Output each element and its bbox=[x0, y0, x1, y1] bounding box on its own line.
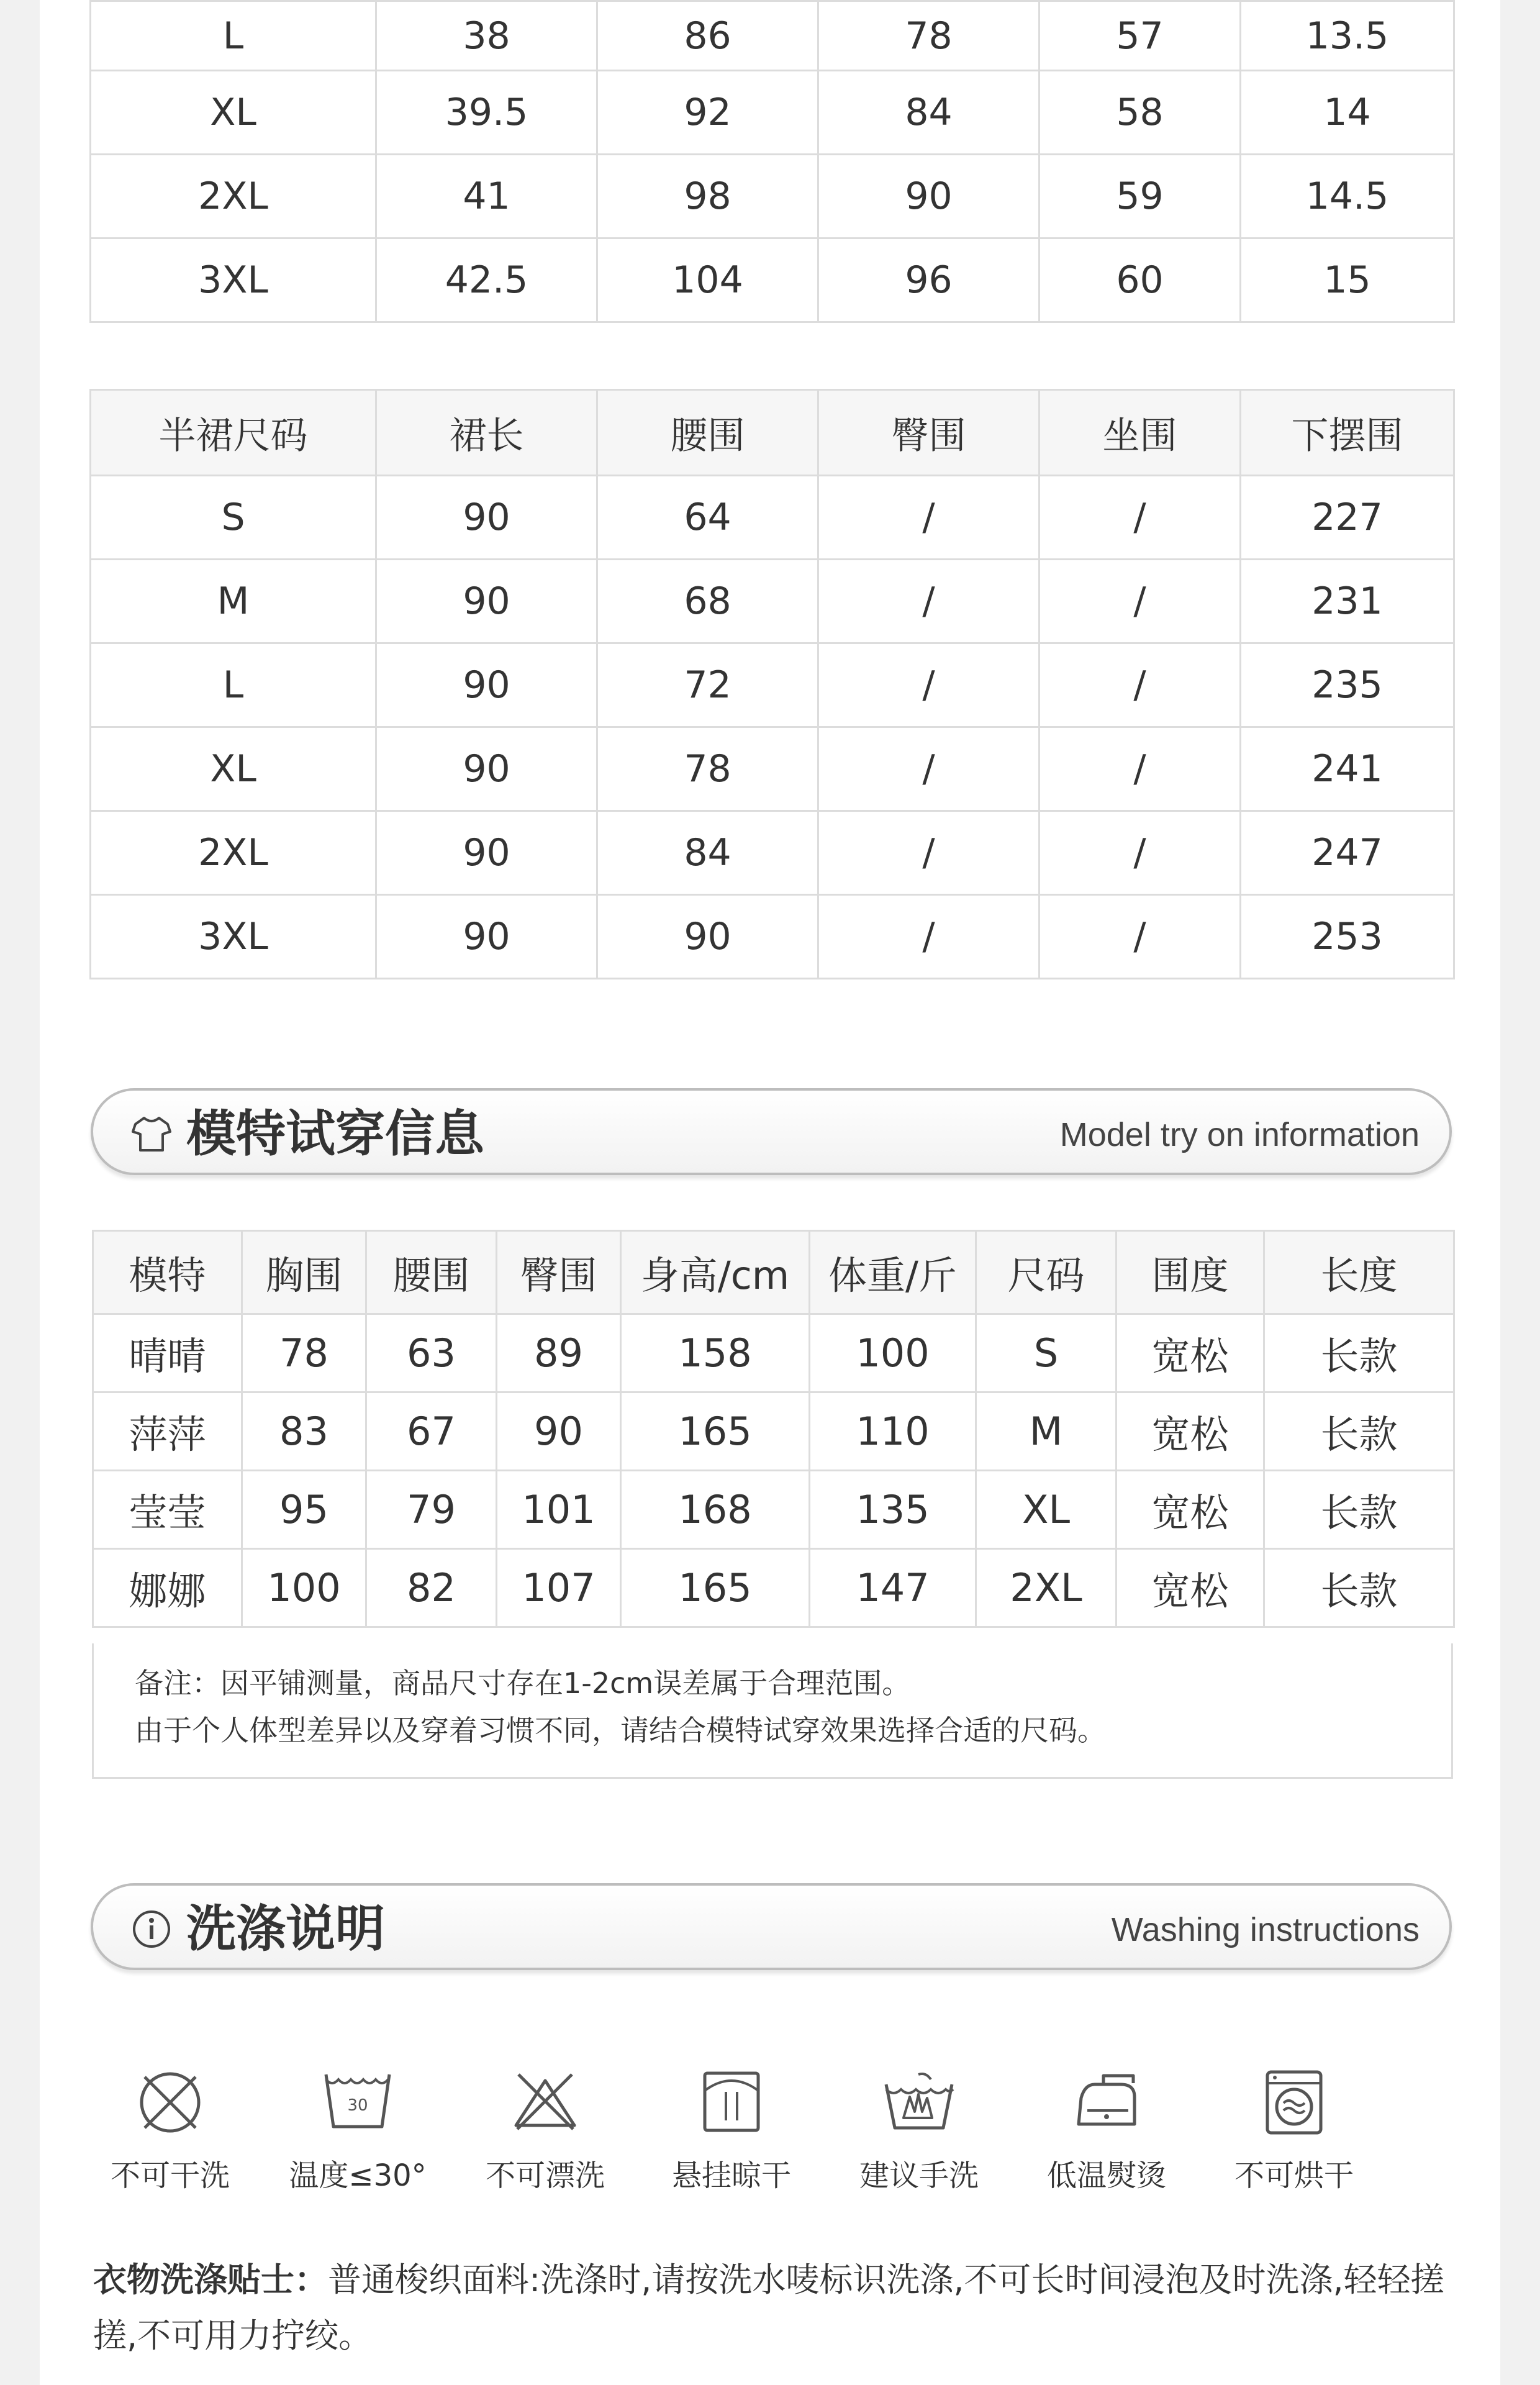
table-cell: 90 bbox=[597, 895, 818, 979]
table-cell: 78 bbox=[818, 1, 1040, 71]
table-cell: M bbox=[976, 1392, 1116, 1471]
wash-temp-badge: 30 bbox=[347, 2096, 368, 2115]
table-cell: 64 bbox=[597, 476, 818, 560]
table-cell: 宽松 bbox=[1116, 1392, 1264, 1471]
table-cell: 98 bbox=[597, 155, 818, 238]
wash-item bbox=[1213, 2062, 1375, 2194]
table-cell: 60 bbox=[1040, 238, 1241, 322]
table-cell: 晴晴 bbox=[93, 1314, 242, 1392]
wash-label: 不可干洗 bbox=[110, 2158, 230, 2193]
table-cell: 长款 bbox=[1264, 1471, 1454, 1549]
table-cell: 95 bbox=[242, 1471, 366, 1549]
table-row bbox=[91, 811, 1454, 895]
table-cell: 长款 bbox=[1264, 1314, 1454, 1392]
table-header-cell: 尺码 bbox=[976, 1231, 1116, 1314]
hand-wash-icon bbox=[879, 2062, 959, 2143]
table-cell: 135 bbox=[810, 1471, 976, 1549]
table-row bbox=[93, 1471, 1454, 1549]
table-cell: 84 bbox=[597, 811, 818, 895]
wash-section-header bbox=[91, 1883, 1452, 1970]
wash-label: 不可漂洗 bbox=[485, 2158, 605, 2193]
table-cell: L bbox=[91, 643, 376, 727]
wash-30-icon bbox=[317, 2062, 398, 2143]
table-cell: 86 bbox=[597, 1, 818, 71]
table-cell: 82 bbox=[366, 1549, 497, 1627]
table-cell: 14.5 bbox=[1241, 155, 1454, 238]
table-header-cell: 腰围 bbox=[597, 390, 818, 476]
table-cell: 39.5 bbox=[376, 71, 597, 155]
table-cell: 104 bbox=[597, 238, 818, 322]
model-try-on-table bbox=[92, 1230, 1455, 1628]
note-line: 备注：因平铺测量，商品尺寸存在1-2cm误差属于合理范围。 bbox=[135, 1666, 911, 1700]
table-cell: 15 bbox=[1241, 238, 1454, 322]
table-header-cell: 胸围 bbox=[242, 1231, 366, 1314]
table-cell: / bbox=[818, 476, 1040, 560]
table-cell: 2XL bbox=[976, 1549, 1116, 1627]
table-cell: 90 bbox=[818, 155, 1040, 238]
hang-dry-icon bbox=[691, 2062, 772, 2143]
table-cell: 长款 bbox=[1264, 1549, 1454, 1627]
low-iron-icon bbox=[1066, 2062, 1147, 2143]
table-cell: 68 bbox=[597, 560, 818, 643]
table-cell: 90 bbox=[376, 895, 597, 979]
table-cell: 萍萍 bbox=[93, 1392, 242, 1471]
table-cell: 莹莹 bbox=[93, 1471, 242, 1549]
table-row bbox=[91, 1, 1454, 71]
table-cell: 67 bbox=[366, 1392, 497, 1471]
table-cell: XL bbox=[91, 71, 376, 155]
table-cell: 231 bbox=[1241, 560, 1454, 643]
table-row bbox=[91, 560, 1454, 643]
wash-label: 不可烘干 bbox=[1234, 2158, 1354, 2193]
wash-section-title: 洗涤说明 bbox=[186, 1900, 385, 1958]
table-cell: / bbox=[1040, 476, 1241, 560]
table-row bbox=[93, 1549, 1454, 1627]
table-header-row bbox=[91, 390, 1454, 476]
table-cell: 84 bbox=[818, 71, 1040, 155]
wash-item bbox=[651, 2062, 812, 2194]
table-cell: 宽松 bbox=[1116, 1471, 1264, 1549]
table-header-cell: 长度 bbox=[1264, 1231, 1454, 1314]
table-cell: 107 bbox=[497, 1549, 621, 1627]
wash-label: 低温熨烫 bbox=[1046, 2158, 1166, 2193]
table-cell: 14 bbox=[1241, 71, 1454, 155]
table-cell: 247 bbox=[1241, 811, 1454, 895]
table-cell: 101 bbox=[497, 1471, 621, 1549]
table-cell: 63 bbox=[366, 1314, 497, 1392]
top-size-table bbox=[89, 0, 1455, 323]
table-cell: 90 bbox=[376, 476, 597, 560]
table-header-cell: 身高/cm bbox=[621, 1231, 810, 1314]
wash-item bbox=[838, 2062, 1000, 2194]
table-cell: 147 bbox=[810, 1549, 976, 1627]
table-header-row bbox=[93, 1231, 1454, 1314]
table-cell: / bbox=[818, 727, 1040, 811]
tips-label: 衣物洗涤贴士： bbox=[93, 2260, 328, 2299]
table-header-cell: 模特 bbox=[93, 1231, 242, 1314]
model-section-header bbox=[91, 1088, 1452, 1175]
table-cell: 3XL bbox=[91, 238, 376, 322]
table-cell: 38 bbox=[376, 1, 597, 71]
wash-label: 悬挂晾干 bbox=[671, 2158, 791, 2193]
wash-label: 温度≤30° bbox=[289, 2158, 427, 2193]
table-cell: 100 bbox=[810, 1314, 976, 1392]
table-row bbox=[91, 895, 1454, 979]
table-cell: 42.5 bbox=[376, 238, 597, 322]
no-dry-clean-icon bbox=[130, 2062, 211, 2143]
table-cell: / bbox=[1040, 727, 1241, 811]
table-cell: 90 bbox=[376, 560, 597, 643]
model-section-subtitle: Model try on information bbox=[1059, 1116, 1420, 1153]
table-cell: / bbox=[818, 811, 1040, 895]
table-row bbox=[93, 1392, 1454, 1471]
table-cell: 57 bbox=[1040, 1, 1241, 71]
wash-item bbox=[1026, 2062, 1187, 2194]
table-cell: 89 bbox=[497, 1314, 621, 1392]
table-row bbox=[91, 727, 1454, 811]
table-cell: 253 bbox=[1241, 895, 1454, 979]
table-row bbox=[93, 1314, 1454, 1392]
table-cell: XL bbox=[976, 1471, 1116, 1549]
table-cell: 41 bbox=[376, 155, 597, 238]
size-note bbox=[92, 1643, 1453, 1779]
info-icon bbox=[130, 1908, 173, 1950]
tips-text: 普通梭织面料:洗涤时,请按洗水唛标识洗涤,不可长时间浸泡及时洗涤,轻轻搓搓,不可用力拧绞。 bbox=[93, 2260, 1444, 2355]
no-bleach-icon bbox=[505, 2062, 586, 2143]
table-cell: / bbox=[1040, 560, 1241, 643]
washing-tips bbox=[93, 2252, 1459, 2364]
wash-item bbox=[464, 2062, 626, 2194]
table-cell: / bbox=[818, 895, 1040, 979]
table-cell: S bbox=[91, 476, 376, 560]
table-header-cell: 围度 bbox=[1116, 1231, 1264, 1314]
table-cell: 90 bbox=[376, 643, 597, 727]
table-row bbox=[91, 155, 1454, 238]
table-header-cell: 体重/斤 bbox=[810, 1231, 976, 1314]
table-cell: 165 bbox=[621, 1549, 810, 1627]
table-cell: 235 bbox=[1241, 643, 1454, 727]
table-cell: 83 bbox=[242, 1392, 366, 1471]
table-cell: 79 bbox=[366, 1471, 497, 1549]
table-header-cell: 腰围 bbox=[366, 1231, 497, 1314]
table-cell: 90 bbox=[497, 1392, 621, 1471]
wash-section-subtitle: Washing instructions bbox=[1111, 1911, 1420, 1948]
table-cell: 92 bbox=[597, 71, 818, 155]
table-cell: S bbox=[976, 1314, 1116, 1392]
table-cell: XL bbox=[91, 727, 376, 811]
table-cell: 3XL bbox=[91, 895, 376, 979]
table-cell: L bbox=[91, 1, 376, 71]
table-header-cell: 臀围 bbox=[497, 1231, 621, 1314]
table-cell: 59 bbox=[1040, 155, 1241, 238]
wash-label: 建议手洗 bbox=[859, 2158, 979, 2193]
table-cell: 100 bbox=[242, 1549, 366, 1627]
skirt-size-table bbox=[89, 389, 1455, 979]
wash-item bbox=[277, 2062, 438, 2194]
note-line: 由于个人体型差异以及穿着习惯不同，请结合模特试穿效果选择合适的尺码。 bbox=[135, 1714, 1106, 1747]
wash-icons-row bbox=[89, 2062, 1456, 2199]
product-detail-page bbox=[40, 0, 1500, 2385]
table-cell: 158 bbox=[621, 1314, 810, 1392]
table-row bbox=[91, 238, 1454, 322]
table-cell: / bbox=[1040, 643, 1241, 727]
wash-item bbox=[89, 2062, 251, 2194]
model-section-title: 模特试穿信息 bbox=[186, 1105, 484, 1163]
table-header-cell: 下摆围 bbox=[1241, 390, 1454, 476]
table-cell: 宽松 bbox=[1116, 1314, 1264, 1392]
table-cell: 宽松 bbox=[1116, 1549, 1264, 1627]
table-cell: 2XL bbox=[91, 155, 376, 238]
table-cell: 110 bbox=[810, 1392, 976, 1471]
table-cell: 13.5 bbox=[1241, 1, 1454, 71]
table-cell: / bbox=[1040, 895, 1241, 979]
table-cell: 58 bbox=[1040, 71, 1241, 155]
table-cell: / bbox=[818, 560, 1040, 643]
table-cell: 90 bbox=[376, 811, 597, 895]
table-cell: 168 bbox=[621, 1471, 810, 1549]
table-header-cell: 臀围 bbox=[818, 390, 1040, 476]
table-header-cell: 坐围 bbox=[1040, 390, 1241, 476]
table-cell: 165 bbox=[621, 1392, 810, 1471]
table-cell: 227 bbox=[1241, 476, 1454, 560]
table-cell: 2XL bbox=[91, 811, 376, 895]
table-row bbox=[91, 71, 1454, 155]
table-cell: 96 bbox=[818, 238, 1040, 322]
table-cell: 78 bbox=[597, 727, 818, 811]
table-row bbox=[91, 476, 1454, 560]
table-header-cell: 半裙尺码 bbox=[91, 390, 376, 476]
table-cell: 长款 bbox=[1264, 1392, 1454, 1471]
table-cell: 72 bbox=[597, 643, 818, 727]
shirt-icon bbox=[130, 1113, 173, 1155]
table-cell: 娜娜 bbox=[93, 1549, 242, 1627]
table-cell: 78 bbox=[242, 1314, 366, 1392]
table-cell: M bbox=[91, 560, 376, 643]
table-cell: 241 bbox=[1241, 727, 1454, 811]
no-tumble-dry-icon bbox=[1254, 2062, 1334, 2143]
table-header-cell: 裙长 bbox=[376, 390, 597, 476]
table-cell: / bbox=[1040, 811, 1241, 895]
table-cell: / bbox=[818, 643, 1040, 727]
table-cell: 90 bbox=[376, 727, 597, 811]
table-row bbox=[91, 643, 1454, 727]
